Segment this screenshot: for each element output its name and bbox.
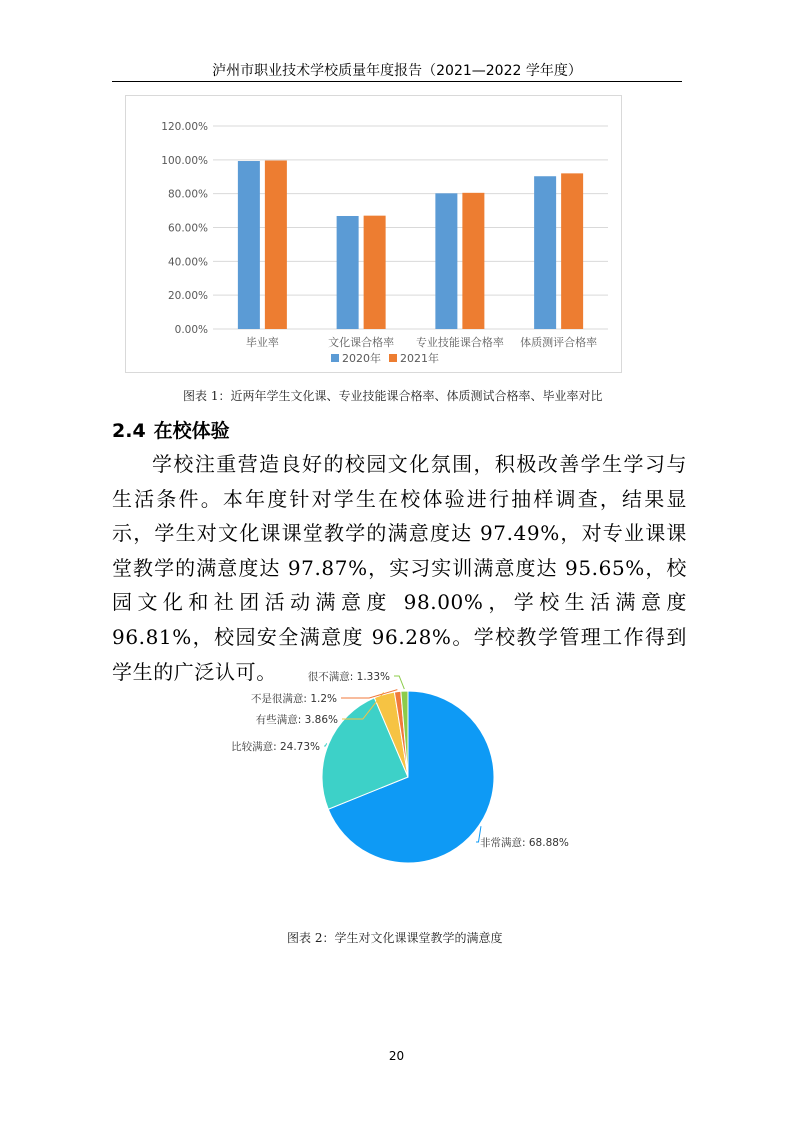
bar-2021年 (364, 216, 386, 329)
section-number: 2.4 (112, 420, 146, 442)
leader-line (394, 676, 404, 689)
y-tick-label: 80.00% (167, 188, 208, 201)
x-tick-label: 专业技能课合格率 (415, 336, 504, 349)
y-tick-label: 0.00% (174, 324, 208, 336)
bar-2020年 (337, 216, 359, 329)
pie-chart (0, 660, 793, 920)
figure-1-caption: 图表 1：近两年学生文化课、专业技能课合格率、体质测试合格率、毕业率对比 (183, 389, 603, 403)
bar-2020年 (534, 176, 556, 329)
section-heading (112, 416, 230, 443)
slice-label: 不是很满意: 1.2% (250, 693, 337, 705)
x-tick-label: 毕业率 (245, 336, 279, 349)
slice-label: 很不满意: 1.33% (307, 671, 390, 683)
slice-label: 非常满意: 68.88% (480, 837, 569, 849)
y-tick-label: 60.00% (167, 222, 208, 235)
legend-swatch (331, 354, 339, 362)
bar-2021年 (265, 161, 287, 329)
slice-label: 比较满意: 24.73% (231, 741, 320, 753)
bar-2021年 (462, 193, 484, 329)
bar-2020年 (435, 193, 457, 329)
y-tick-label: 40.00% (167, 256, 208, 269)
legend-label: 2021年 (400, 352, 439, 365)
header-divider (112, 81, 682, 82)
y-tick-label: 100.00% (161, 154, 208, 167)
x-tick-label: 文化课合格率 (328, 336, 395, 349)
legend-label: 2020年 (342, 352, 381, 365)
bar-chart (126, 96, 621, 372)
slice-label: 有些满意: 3.86% (255, 714, 338, 726)
page-number: 20 (388, 1049, 405, 1063)
bar-2020年 (238, 161, 260, 329)
figure-2-caption: 图表 2：学生对文化课课堂教学的满意度 (287, 931, 503, 945)
x-tick-label: 体质测评合格率 (520, 336, 598, 349)
y-tick-label: 20.00% (167, 290, 208, 303)
legend-swatch (389, 354, 397, 362)
section-title: 在校体验 (153, 420, 230, 442)
leader-line (324, 743, 327, 746)
y-tick-label: 120.00% (161, 121, 208, 133)
bar-2021年 (561, 173, 583, 329)
body-paragraph: 学校注重营造良好的校园文化氛围，积极改善学生学习与生活条件。本年度针对学生在校体验进行抽样调查，结果显示，学生对文化课课堂教学的满意度达 97.49%，对专业课课堂教学的满意度达 97.87%，实习实训满意度达 95.65%，校园文化和社团活动满意度 98.00%，学校生活满意度 96.81%，校园安全满意度 96.28%。学校教学管理工作得到学生的广泛认可。 (112, 452, 687, 684)
page-header: 泸州市职业技术学校质量年度报告（2021—2022 学年度） (212, 63, 582, 79)
bar-chart-frame (125, 95, 622, 373)
